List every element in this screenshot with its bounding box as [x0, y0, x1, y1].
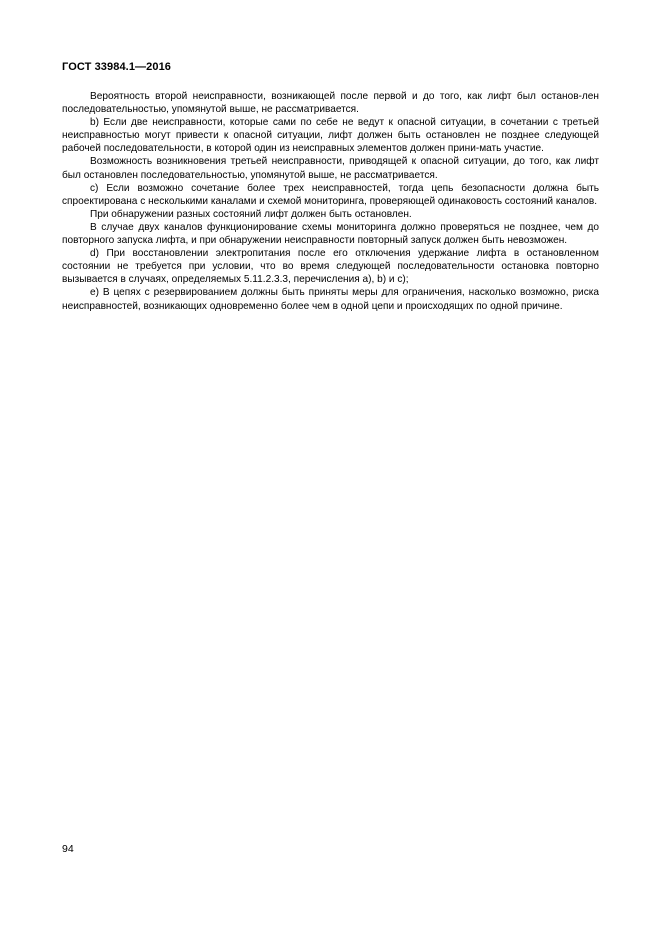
paragraph: Вероятность второй неисправности, возникающей после первой и до того, как лифт был останов-лен последовательностью, упомянутой выше, не рассматривается.	[62, 91, 599, 116]
paragraph: c) Если возможно сочетание более трех неисправностей, тогда цепь безопасности должна быть спроектирована с несколькими каналами и схемой мониторинга, проверяющей одинаковость состояний каналов.	[62, 182, 599, 207]
document-body	[62, 90, 599, 313]
paragraph: При обнаружении разных состояний лифт должен быть остановлен.	[90, 208, 412, 220]
paragraph: b) Если две неисправности, которые сами по себе не ведут к опасной ситуации, в сочетании с третьей неисправностью могут привести к опасной ситуации, лифт должен быть остановлен не позднее следующей рабочей последовательности, в которой один из неисправных элементов должен прини-мать участие.	[62, 117, 599, 155]
paragraph: В случае двух каналов функционирование схемы мониторинга должно проверяться не позднее, чем до повторного запуска лифта, и при обнаружении неисправности повторный запуск должен быть невозможен.	[62, 221, 599, 247]
paragraph: Возможность возникновения третьей неисправности, приводящей к опасной ситуации, до того, как лифт был остановлен последовательностью, упомянутой выше, не рассматривается.	[62, 156, 599, 181]
document-header: ГОСТ 33984.1—2016	[62, 61, 172, 73]
page-number: 94	[62, 843, 74, 855]
paragraph: e) В цепях с резервированием должны быть приняты меры для ограничения, насколько возможно, риска неисправностей, возникающих одновременно более чем в одной цепи и происходящих по одной причине.	[62, 287, 599, 312]
paragraph: d) При восстановлении электропитания после его отключения удержание лифта в остановленном состоянии не требуется при условии, что во время следующей последовательности остановка повторно вызывается в случаях, определяемых 5.11.2.3.3, перечисления a), b) и c);	[62, 248, 599, 286]
